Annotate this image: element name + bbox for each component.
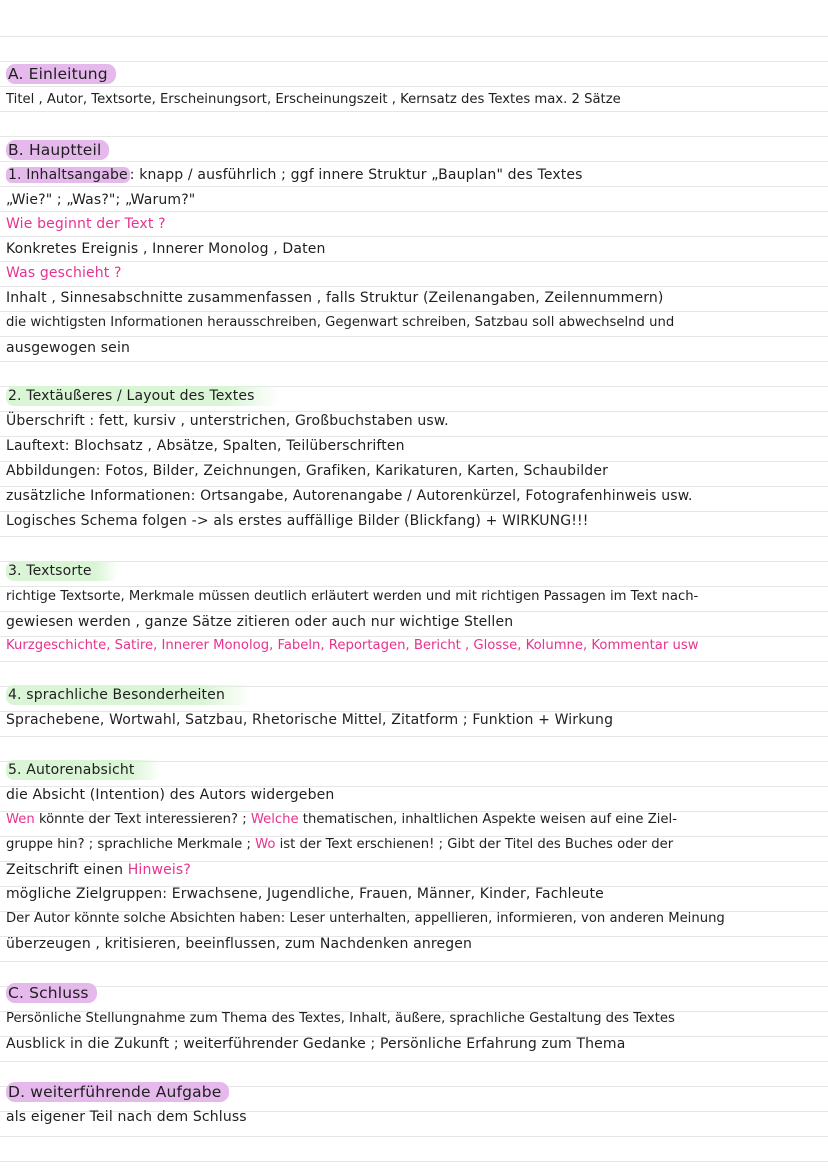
absicht-line: die Absicht (Intention) des Autors widergeben: [6, 787, 335, 803]
textsorte-line: richtige Textsorte, Merkmale müssen deutlich erläutert werden und mit richtigen Passagen im Text nach-: [6, 589, 699, 604]
layout-line: Überschrift : fett, kursiv , unterstrichen, Großbuchstaben usw.: [6, 413, 449, 429]
layout-line: zusätzliche Informationen: Ortsangabe, Autorenangabe / Autorenkürzel, Fotografenhinweis usw.: [6, 488, 693, 504]
inhaltsangabe-q2: Was geschieht ?: [6, 265, 122, 281]
absicht-line: gruppe hin? ; sprachliche Merkmale ; Wo ist der Text erschienen! ; Gibt der Titel des Buches oder der: [6, 837, 674, 852]
section-d-line: als eigener Teil nach dem Schluss: [6, 1109, 247, 1125]
inhaltsangabe-a3: die wichtigsten Informationen herausschreiben, Gegenwart schreiben, Satzbau soll abwechselnd und: [6, 315, 675, 330]
inhaltsangabe-q1: Wie beginnt der Text ?: [6, 216, 166, 232]
absicht-line: überzeugen , kritisieren, beeinflussen, zum Nachdenken anregen: [6, 936, 473, 952]
textsorte-heading: 3. Textsorte: [6, 561, 824, 581]
layout-heading: 2. Textäußeres / Layout des Textes: [6, 386, 824, 406]
inhaltsangabe-title: 1. Inhaltsangabe: [8, 167, 128, 183]
layout-line: Lauftext: Blochsatz , Absätze, Spalten, Teilüberschriften: [6, 438, 405, 454]
sprache-heading: 4. sprachliche Besonderheiten: [6, 685, 824, 705]
inhaltsangabe-a1: Konkretes Ereignis , Innerer Monolog , Daten: [6, 241, 326, 257]
section-c-line: Persönliche Stellungnahme zum Thema des Textes, Inhalt, äußere, sprachliche Gestaltung des Textes: [6, 1011, 675, 1026]
absicht-line: mögliche Zielgruppen: Erwachsene, Jugendliche, Frauen, Männer, Kinder, Fachleute: [6, 886, 604, 902]
absicht-line: Wen könnte der Text interessieren? ; Welche thematischen, inhaltlichen Aspekte weisen auf eine Ziel-: [6, 812, 677, 827]
section-c-line: Ausblick in die Zukunft ; weiterführender Gedanke ; Persönliche Erfahrung zum Thema: [6, 1036, 626, 1052]
textsorte-line: gewiesen werden , ganze Sätze zitieren oder auch nur wichtige Stellen: [6, 614, 514, 630]
section-c-heading: C. Schluss: [6, 983, 824, 1004]
inhaltsangabe-a2: Inhalt , Sinnesabschnitte zusammenfassen , falls Struktur (Zeilenangaben, Zeilennummern): [6, 290, 664, 306]
inhaltsangabe-heading: 1. Inhaltsangabe : knapp / ausführlich ; ggf innere Struktur „Bauplan" des Textes: [8, 167, 583, 183]
sprache-line: Sprachebene, Wortwahl, Satzbau, Rhetorische Mittel, Zitatform ; Funktion + Wirkung: [6, 712, 614, 728]
absicht-line: Der Autor könnte solche Absichten haben: Leser unterhalten, appellieren, informieren, von anderen Meinung: [6, 911, 725, 926]
layout-line: Abbildungen: Fotos, Bilder, Zeichnungen, Grafiken, Karikaturen, Karten, Schaubilder: [6, 463, 608, 479]
layout-line: Logisches Schema folgen -> als erstes auffällige Bilder (Blickfang) + WIRKUNG!!!: [6, 513, 589, 529]
absicht-line: Zeitschrift einen Hinweis?: [6, 862, 191, 878]
section-a-heading: A. Einleitung: [6, 64, 824, 85]
inhaltsangabe-questions: „Wie?" ; „Was?"; „Warum?": [6, 192, 196, 208]
section-a-line: Titel , Autor, Textsorte, Erscheinungsort, Erscheinungszeit , Kernsatz des Textes max. 2 Sätze: [6, 92, 621, 107]
absicht-heading: 5. Autorenabsicht: [6, 760, 824, 780]
inhaltsangabe-a4: ausgewogen sein: [6, 340, 131, 356]
section-b-heading: B. Hauptteil: [6, 140, 824, 161]
textsorte-examples: Kurzgeschichte, Satire, Innerer Monolog, Fabeln, Reportagen, Bericht , Glosse, Kolumne, Kommentar usw: [6, 638, 699, 653]
section-d-heading: D. weiterführende Aufgabe: [6, 1082, 824, 1103]
